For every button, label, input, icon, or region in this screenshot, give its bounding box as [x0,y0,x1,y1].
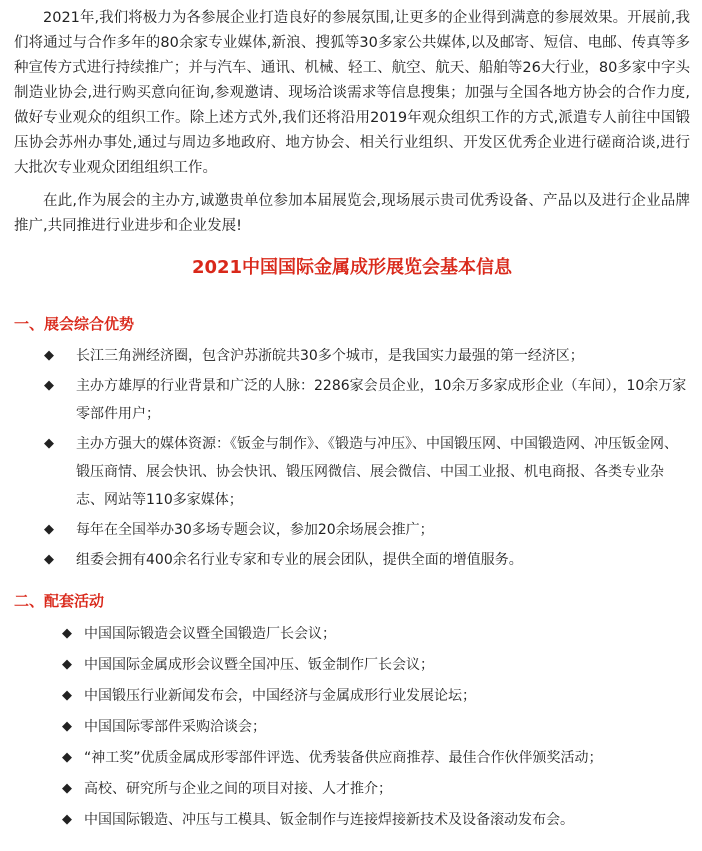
list-item-text: 中国国际零部件采购洽谈会； [84,719,266,735]
list-item-text: 中国国际锻造、冲压与工模具、钣金制作与连接焊接新技术及设备滚动发布会。 [84,812,574,828]
list-item-text: 组委会拥有400余名行业专家和专业的展会团队，提供全面的增值服务。 [76,552,523,568]
list-item-text: 中国国际金属成形会议暨全国冲压、钣金制作厂长会议； [84,657,434,673]
list-item-text: 高校、研究所与企业之间的项目对接、人才推介； [84,781,392,797]
diamond-bullet-icon: ◆ [44,522,54,537]
list-item-text: 主办方雄厚的行业背景和广泛的人脉：2286家会员企业，10余万多家成形企业（车间），10余万家零部件用户； [76,378,687,422]
diamond-bullet-icon: ◆ [62,657,72,672]
diamond-bullet-icon: ◆ [44,378,54,393]
list-item-text: 中国锻压行业新闻发布会，中国经济与金属成形行业发展论坛； [84,688,476,704]
diamond-bullet-icon: ◆ [44,348,54,363]
list-item-text: “神工奖”优质金属成形零部件评选、优秀装备供应商推荐、最佳合作伙伴颁奖活动； [84,750,603,766]
diamond-bullet-icon: ◆ [62,750,72,765]
diamond-bullet-icon: ◆ [62,719,72,734]
list-item [14,712,690,742]
section-advantages [14,313,690,574]
list-item-text: 每年在全国举办30多场专题会议，参加20余场展会推广； [76,522,434,538]
diamond-bullet-icon: ◆ [62,688,72,703]
list-item [14,516,690,544]
list-item-text: 主办方强大的媒体资源：《钣金与制作》、《锻造与冲压》、中国锻压网、中国锻造网、冲压钣金网、锻压商情、展会快讯、协会快讯、锻压网微信、展会微信、中国工业报、机电商报、各类专业杂志、网站等110多家媒体； [76,436,678,508]
section-heading: 一、展会综合优势 [14,315,135,333]
list-item-text: 中国国际锻造会议暨全国锻造厂长会议； [84,626,336,642]
intro-paragraph-1: 2021年,我们将极力为各参展企业打造良好的参展氛围,让更多的企业得到满意的参展效果。开展前,我们将通过与合作多年的80余家专业媒体,新浪、搜狐等30多家公共媒体,以及邮寄、短信、电邮、传真等多种宣传方式进行持续推广；并与汽车、通讯、机械、轻工、航空、航天、船舶等26大行业，80多家中字头制造业协会,进行购买意向征询,参观邀请、现场洽谈需求等信息搜集；加强与全国各地方协会的合作力度,做好专业观众的组织工作。除上述方式外,我们还将沿用2019年观众组织工作的方式,派遣专人前往中国锻压协会苏州办事处,通过与周边多地政府、地方协会、相关行业组织、开发区优秀企业进行磋商洽谈,进行大批次专业观众团组组织工作。 [14,10,690,176]
page-title: 2021中国国际金属成形展览会基本信息 [191,257,513,278]
section-heading: 二、配套活动 [14,592,105,610]
list-item [14,372,690,428]
list-item [14,650,690,680]
list-item [14,546,690,574]
list-item-text: 长江三角洲经济圈，包含沪苏浙皖共30多个城市，是我国实力最强的第一经济区； [76,348,584,364]
list-item [14,743,690,773]
diamond-bullet-icon: ◆ [62,781,72,796]
list-item [14,619,690,649]
diamond-bullet-icon: ◆ [62,812,72,827]
list-item [14,805,690,835]
list-item [14,681,690,711]
list-item [14,342,690,370]
section-activities [14,590,690,835]
list-item [14,774,690,804]
diamond-bullet-icon: ◆ [44,436,54,451]
intro-paragraph-2: 在此,作为展会的主办方,诚邀贵单位参加本届展览会,现场展示贵司优秀设备、产品以及进行企业品牌推广,共同推进行业进步和企业发展! [14,193,690,234]
list-item [14,430,690,514]
advantages-list [14,342,690,574]
activities-list [14,619,690,835]
diamond-bullet-icon: ◆ [44,552,54,567]
intro-text [14,6,690,239]
diamond-bullet-icon: ◆ [62,626,72,641]
